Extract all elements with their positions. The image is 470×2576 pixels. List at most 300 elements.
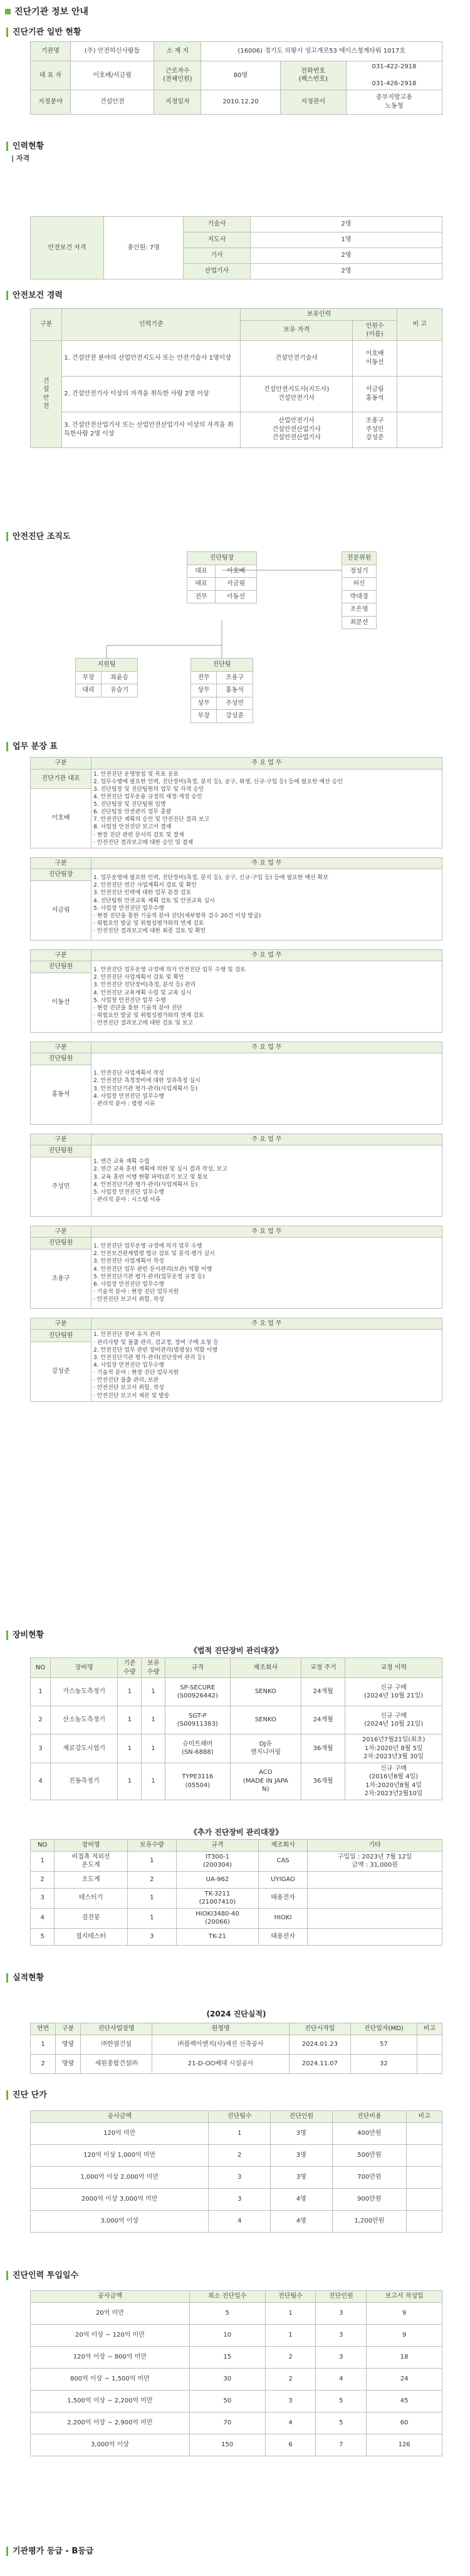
career-qual: 건설안전기술사 bbox=[241, 340, 352, 376]
career-criteria: 1. 건설안전 분야의 산업안전지도사 또는 안전기술사 1명이상 bbox=[62, 340, 241, 376]
career-note bbox=[397, 340, 442, 376]
table-cell: 슈미트해머 (SN-6888) bbox=[165, 1734, 231, 1763]
table-cell: 4 bbox=[31, 1908, 55, 1928]
table-cell: SGT-P (S00911383) bbox=[165, 1706, 231, 1734]
table-cell: 2 bbox=[31, 2054, 56, 2073]
table-cell: 18 bbox=[367, 2346, 442, 2368]
org-person: 허신 bbox=[342, 578, 377, 591]
org-role: 전무 bbox=[187, 590, 216, 603]
qual-total: 총인원: 7명 bbox=[104, 217, 184, 279]
duty-name: 주성민 bbox=[31, 1157, 91, 1216]
table-row bbox=[31, 2035, 442, 2054]
career-header: 보유인력 bbox=[241, 309, 397, 321]
table-row bbox=[31, 2346, 442, 2368]
table-row bbox=[31, 2368, 442, 2390]
org-role: 부장 bbox=[76, 671, 102, 684]
results-caption: (2024 진단실적) bbox=[206, 2010, 266, 2018]
table-header: 구분 bbox=[56, 2023, 81, 2035]
qual-item-count: 2명 bbox=[251, 248, 442, 264]
table-cell: IT300-1 (200304) bbox=[176, 1851, 258, 1871]
career-criteria: 2. 건설안전기사 이상의 자격을 취득한 사람 2명 이상 bbox=[62, 376, 241, 412]
equip-legal-table bbox=[30, 1657, 442, 1800]
price-heading bbox=[6, 2088, 47, 2100]
table-cell: 126 bbox=[367, 2434, 442, 2456]
table-cell: 20억 미만 bbox=[31, 2302, 190, 2324]
table-header: 공사금액 bbox=[31, 2111, 209, 2123]
table-row bbox=[31, 1706, 442, 1734]
org-right-title: 전문위원 bbox=[342, 552, 377, 565]
table-cell: 120억 미만 bbox=[31, 2122, 209, 2144]
equip-caption-legal: 《법적 진단장비 관리대장》 bbox=[189, 1646, 283, 1655]
table-row bbox=[31, 1734, 442, 1763]
table-cell: 2 bbox=[265, 2368, 316, 2390]
duty-dept: 진단팀원 bbox=[31, 1238, 91, 1249]
table-cell: 24 bbox=[367, 2368, 442, 2390]
table-cell: 1,500억 이상 ~ 2,200억 미만 bbox=[31, 2390, 190, 2412]
org-mid-title: 진단팀 bbox=[191, 659, 253, 672]
org-role: 대표 bbox=[187, 565, 216, 578]
career-note bbox=[397, 412, 442, 447]
table-cell bbox=[417, 2054, 442, 2073]
table-cell bbox=[417, 2035, 442, 2054]
table-cell: 1 bbox=[118, 1678, 142, 1706]
org-left-title: 지원팀 bbox=[76, 659, 138, 672]
duty-text: 1. 연간 교육 계획 수립 2. 연간 교육 훈련 계획에 의한 및 실시 결과 작성, 보고 3. 교육 훈련 이행 현황 파악(분기 보고 및 통보 4. 안전진단기관 평가·관리(사업계획서 등) 5. 사업장 안전진단 업무수행 · 관리적 분야 : 시스템 서류 bbox=[91, 1145, 442, 1217]
duty-dept: 진단팀원 bbox=[31, 1330, 91, 1342]
table-cell: 5 bbox=[316, 2412, 367, 2434]
table-cell: 30 bbox=[189, 2368, 265, 2390]
table-cell: 세원종합건설㈜ bbox=[81, 2054, 152, 2073]
table-cell: 1,200만원 bbox=[332, 2210, 407, 2232]
table-header: 장비명 bbox=[51, 1658, 118, 1678]
table-cell: 3 bbox=[316, 2346, 367, 2368]
qual-subheading-text: 자격 bbox=[16, 154, 30, 162]
table-cell bbox=[407, 2122, 442, 2144]
qual-subheading: | 자격 bbox=[11, 154, 30, 162]
table-row bbox=[31, 2054, 442, 2073]
table-cell: 57 bbox=[350, 2035, 417, 2054]
table-cell: 10 bbox=[189, 2324, 265, 2346]
org-role: 전무 bbox=[191, 671, 217, 684]
table-cell: 2 bbox=[265, 2346, 316, 2368]
org-top-title: 진단팀장 bbox=[187, 552, 257, 565]
table-cell: 45 bbox=[367, 2390, 442, 2412]
table-cell: 6 bbox=[265, 2434, 316, 2456]
table-cell: 3 bbox=[209, 2188, 271, 2210]
table-row bbox=[31, 1888, 442, 1908]
duty-col-header: 주 요 업 무 bbox=[91, 1318, 442, 1330]
price-table bbox=[30, 2110, 442, 2233]
org-role: 대리 bbox=[76, 684, 102, 697]
table-cell: 2 bbox=[127, 1871, 176, 1888]
equip-caption-extra: 《추가 진단장비 관리대장》 bbox=[189, 1828, 283, 1837]
duty-block bbox=[30, 1318, 442, 1402]
duty-dept: 진단팀장 bbox=[31, 869, 91, 881]
equip-heading bbox=[6, 1628, 44, 1640]
table-cell: 1 bbox=[118, 1763, 142, 1800]
table-cell: 3 bbox=[316, 2324, 367, 2346]
duty-text: 1. 안전진단 업무운영 규정에 의거 업무 수행 2. 안전보건관계법령 법규 검토 및 분석·평가 실시 3. 안전진단 사업계획서 작성 4. 안전진단 업무 관련 문서관리(보관) 역할 이행 5. 안전진단기관 평가·관리(업무운영 규정 등) 6. 사업장 안전진단 업무수행 · 기술적 분야 : 현장 진단 업무지원 · 안전진단 보고서 취합, 작성 bbox=[91, 1238, 442, 1309]
general-label: 지정일자 bbox=[154, 90, 201, 114]
table-cell: 조도계 bbox=[55, 1871, 128, 1888]
duty-col-header: 구분 bbox=[31, 1041, 91, 1053]
table-cell: 가스농도측정기 bbox=[51, 1678, 118, 1706]
table-header: 진단시작일 bbox=[290, 2023, 351, 2035]
table-cell: 2 bbox=[31, 1706, 51, 1734]
table-cell: DJ유 엔지니어링 bbox=[230, 1734, 301, 1763]
table-header: 보유수량 bbox=[127, 1840, 176, 1852]
org-person: 유슬기 bbox=[102, 684, 138, 697]
general-value: 이호배/서금림 bbox=[70, 61, 154, 90]
table-cell: 1 bbox=[118, 1734, 142, 1763]
table-cell: 명랑 bbox=[56, 2054, 81, 2073]
table-row bbox=[31, 1928, 442, 1945]
general-value: 2010.12.20 bbox=[201, 90, 280, 114]
table-cell: 21-D-OO배대 시설공사 bbox=[152, 2054, 290, 2073]
table-row bbox=[31, 2324, 442, 2346]
table-cell: 2016년7월21일(최초) 1차:2020년 8월 5일 2차:2023년3월 30일 bbox=[345, 1734, 442, 1763]
table-cell: TK-21 bbox=[176, 1928, 258, 1945]
table-cell: 4명 bbox=[270, 2188, 332, 2210]
table-row bbox=[31, 1871, 442, 1888]
duty-name: 조용구 bbox=[31, 1249, 91, 1308]
org-person: 최문선 bbox=[342, 616, 377, 629]
org-person: 조은영 bbox=[342, 603, 377, 617]
duty-block bbox=[30, 857, 442, 941]
table-cell: 32 bbox=[350, 2054, 417, 2073]
table-cell: 15 bbox=[189, 2346, 265, 2368]
org-person: 박대경 bbox=[342, 590, 377, 603]
table-cell: 7 bbox=[316, 2434, 367, 2456]
table-cell: UA-962 bbox=[176, 1871, 258, 1888]
table-cell: 접지테스터 bbox=[55, 1928, 128, 1945]
duty-col-header: 구분 bbox=[31, 1134, 91, 1145]
table-cell: 120억 이상 ~ 800억 미만 bbox=[31, 2346, 190, 2368]
career-header: 인력기준 bbox=[62, 309, 241, 341]
duty-name: 이동선 bbox=[31, 973, 91, 1032]
duty-dept: 진단팀원 bbox=[31, 1053, 91, 1065]
org-person: 이동선 bbox=[216, 590, 257, 603]
org-role: 상무 bbox=[191, 697, 217, 710]
table-cell: 1 bbox=[127, 1888, 176, 1908]
table-cell: 4 bbox=[265, 2412, 316, 2434]
table-cell: 진동측정기 bbox=[51, 1763, 118, 1800]
table-cell: ㈜한필건설 bbox=[81, 2035, 152, 2054]
org-person: 강성준 bbox=[217, 710, 253, 723]
table-header: 규격 bbox=[176, 1840, 258, 1852]
duty-name: 홍동석 bbox=[31, 1065, 91, 1124]
duty-name: 강성준 bbox=[31, 1342, 91, 1401]
table-cell: TYPE3116 (05504) bbox=[165, 1763, 231, 1800]
table-cell: 800억 이상 ~ 1,500억 미만 bbox=[31, 2368, 190, 2390]
duty-dept: 진단팀원 bbox=[31, 1145, 91, 1157]
duty-dept: 진단기관 대표 bbox=[31, 769, 91, 788]
general-value: 80명 bbox=[201, 61, 280, 90]
qual-label: 안전보건 자격 bbox=[31, 217, 104, 279]
table-cell: 3 bbox=[316, 2302, 367, 2324]
org-top bbox=[187, 551, 257, 603]
table-row bbox=[31, 2390, 442, 2412]
table-cell: 1 bbox=[265, 2324, 316, 2346]
table-cell: 3 bbox=[31, 1888, 55, 1908]
manpower-heading bbox=[6, 2268, 78, 2280]
table-cell: 5 bbox=[31, 1928, 55, 1945]
table-cell: 1 bbox=[31, 2035, 56, 2054]
table-header: 규격 bbox=[165, 1658, 231, 1678]
table-cell: 산소농도측정기 bbox=[51, 1706, 118, 1734]
duty-col-header: 주 요 업 무 bbox=[91, 758, 442, 769]
org-person: 주성민 bbox=[217, 697, 253, 710]
table-header: 비고 bbox=[407, 2111, 442, 2123]
duty-col-header: 구분 bbox=[31, 1318, 91, 1330]
table-header: 기타 bbox=[308, 1840, 442, 1852]
results-heading-text: 실적현황 bbox=[6, 1973, 44, 1983]
table-cell: 4명 bbox=[270, 2210, 332, 2232]
table-cell: 테스터기 bbox=[55, 1888, 128, 1908]
qual-item-name: 산업기사 bbox=[184, 264, 251, 279]
table-cell: 36개월 bbox=[301, 1763, 345, 1800]
table-cell: 1 bbox=[142, 1763, 165, 1800]
duty-col-header: 주 요 업 무 bbox=[91, 949, 442, 961]
table-row bbox=[31, 2302, 442, 2324]
general-heading-text: 진단기관 일반 현황 bbox=[6, 28, 81, 37]
table-cell bbox=[308, 1888, 442, 1908]
table-cell: 구입일 : 2023년 7월 12일 금액 : 31,000원 bbox=[308, 1851, 442, 1871]
table-cell: 2024.01.23 bbox=[290, 2035, 351, 2054]
duty-col-header: 구분 bbox=[31, 949, 91, 961]
table-cell: 36개월 bbox=[301, 1734, 345, 1763]
staff-heading-text: 인력현황 bbox=[6, 142, 44, 151]
general-label: 대 표 자 bbox=[31, 61, 71, 90]
results-heading bbox=[6, 1971, 44, 1983]
org-right bbox=[342, 551, 377, 629]
table-row bbox=[31, 2188, 442, 2210]
general-label: 전화번호 (팩스번호) bbox=[280, 61, 346, 90]
career-people: 이호배 이동선 bbox=[352, 340, 397, 376]
qual-item-count: 2명 bbox=[251, 264, 442, 279]
grade-label: 기관평가 등급 bbox=[13, 2547, 63, 2556]
table-cell: 24개월 bbox=[301, 1706, 345, 1734]
table-cell: 2 bbox=[31, 1871, 55, 1888]
results-table bbox=[30, 2023, 442, 2074]
table-header: 진단팀수 bbox=[265, 2291, 316, 2303]
career-people: 조용구 주성민 강성준 bbox=[352, 412, 397, 447]
duty-col-header: 구분 bbox=[31, 758, 91, 769]
career-note bbox=[397, 376, 442, 412]
table-header: 최소 진단일수 bbox=[189, 2291, 265, 2303]
table-cell: SENKO bbox=[230, 1678, 301, 1706]
duty-dept: 진단팀원 bbox=[31, 961, 91, 973]
table-row bbox=[31, 2434, 442, 2456]
table-cell: 3 bbox=[265, 2390, 316, 2412]
duty-block bbox=[30, 1041, 442, 1125]
duty-col-header: 주 요 업 무 bbox=[91, 857, 442, 869]
table-cell: 1 bbox=[142, 1706, 165, 1734]
org-role: 상무 bbox=[191, 684, 217, 697]
general-value: (16006) 경기도 의왕시 성고개로53 에이스청계타워 1017호 bbox=[201, 42, 442, 61]
table-cell: 2 bbox=[209, 2144, 271, 2166]
table-cell: 60 bbox=[367, 2412, 442, 2434]
table-cell bbox=[407, 2188, 442, 2210]
table-cell bbox=[407, 2210, 442, 2232]
general-value: 중부지방고용 노동청 bbox=[346, 90, 442, 114]
duty-text: 1. 안전진단 장비 유지 관리 · 관리사항 및 불출 관리, 검교정, 장비 구매 요청 등 2. 안전진단 업무 관련 장비관리(법령상) 역할 이행 3. 안전진단기관 평가·관리(진단장비 관리 등) 4. 사업장 안전진단 업무수행 · 기술적 분야 : 현장 진단 업무지원 · 안전진단 불출 관리, 보관 · 안전진단 보고서 취합, 작성 · 안전진단 보고서 제본 및 발송 bbox=[91, 1330, 442, 1401]
table-cell: HIOKI3480-40 (20066) bbox=[176, 1908, 258, 1928]
table-cell: 500만원 bbox=[332, 2144, 407, 2166]
table-header: 진단일자(MD) bbox=[350, 2023, 417, 2035]
title-marker-icon bbox=[5, 9, 11, 14]
table-cell: 3 bbox=[31, 1734, 51, 1763]
qual-item-count: 1명 bbox=[251, 232, 442, 248]
career-people: 서금림 홍동석 bbox=[352, 376, 397, 412]
table-cell: 20억 이상 ~ 120억 미만 bbox=[31, 2324, 190, 2346]
career-criteria: 3. 건설안전산업기사 또는 산업안전산업기사 이상의 자격을 취득한사람 2명 이상 bbox=[62, 412, 241, 447]
duty-col-header: 주 요 업 무 bbox=[91, 1041, 442, 1053]
career-subheading bbox=[6, 288, 63, 300]
qual-item-count: 2명 bbox=[251, 217, 442, 232]
table-cell: 2000억 이상 3,000억 미만 bbox=[31, 2188, 209, 2210]
general-label: 지정분야 bbox=[31, 90, 71, 114]
table-header: 비고 bbox=[417, 2023, 442, 2035]
duties-list bbox=[30, 757, 442, 1411]
table-row bbox=[31, 1851, 442, 1871]
org-person: 최윤승 bbox=[102, 671, 138, 684]
org-person: 홍동석 bbox=[217, 684, 253, 697]
table-cell: 1 bbox=[127, 1851, 176, 1871]
table-header: 연번 bbox=[31, 2023, 56, 2035]
qual-item-name: 지도사 bbox=[184, 232, 251, 248]
table-header: 교정 이력 bbox=[345, 1658, 442, 1678]
table-cell: 신규 구매 (2024년 10월 21일) bbox=[345, 1706, 442, 1734]
table-cell bbox=[308, 1908, 442, 1928]
table-header: 제조회사 bbox=[259, 1840, 308, 1852]
duty-block bbox=[30, 757, 442, 848]
equip-extra-table bbox=[30, 1839, 442, 1946]
table-cell: 3명 bbox=[270, 2166, 332, 2188]
org-person: 이호배 bbox=[216, 565, 257, 578]
general-label: 소 재 지 bbox=[154, 42, 201, 61]
table-cell: ACO (MADE IN JAPA N) bbox=[230, 1763, 301, 1800]
table-cell: 1 bbox=[265, 2302, 316, 2324]
table-cell: 3 bbox=[127, 1928, 176, 1945]
table-cell: TK-3211 (21007410) bbox=[176, 1888, 258, 1908]
table-cell: 1 bbox=[118, 1706, 142, 1734]
table-cell: 재료강도시험기 bbox=[51, 1734, 118, 1763]
table-header: 공사금액 bbox=[31, 2291, 190, 2303]
general-table bbox=[30, 41, 442, 115]
table-cell: 4 bbox=[31, 1763, 51, 1800]
equip-heading-text: 장비현황 bbox=[6, 1630, 44, 1640]
general-value: (주) 안전하신사람들 bbox=[70, 42, 154, 61]
org-role: 대표 bbox=[187, 578, 216, 591]
table-cell: 비접촉 적외선 온도계 bbox=[55, 1851, 128, 1871]
general-label: 기관명 bbox=[31, 42, 71, 61]
duty-text: 1. 업무운영에 필요한 인력, 진단장비(측정, 분석 등), 공구, 신규·구입 등) 등에 필요한 예산 확보 2. 안전진단 연간 사업계획서 검토 및 확인 3. 안전진단 인력에 대한 업무 분장 검토 4. 진단팀원 안전교육 계획 검토 및 안전교육 실시 5. 사업장 안전진단 업무수행 · 현장 진단을 통한 기술적 분야 진단(세부항목 검수 20건 이상 발굴) · 위험요인 발굴 및 위험성평가와의 연계 검토 · 안전진단 결과보고에 대한 최종 검토 및 확인 bbox=[91, 869, 442, 941]
manpower-heading-text: 진단인력 투입일수 bbox=[6, 2271, 78, 2280]
table-cell: 70 bbox=[189, 2412, 265, 2434]
table-header: 교정 주기 bbox=[301, 1658, 345, 1678]
duties-heading-text: 업무 분장 표 bbox=[6, 742, 58, 751]
qual-item-name: 기술사 bbox=[184, 217, 251, 232]
table-header: NO bbox=[31, 1658, 51, 1678]
table-cell: 검전봉 bbox=[55, 1908, 128, 1928]
table-header: 보유 수량 bbox=[142, 1658, 165, 1678]
grade-value: B등급 bbox=[71, 2547, 94, 2556]
duty-col-header: 구분 bbox=[31, 857, 91, 869]
table-cell bbox=[308, 1871, 442, 1888]
table-cell: 400만원 bbox=[332, 2122, 407, 2144]
duty-block bbox=[30, 1134, 442, 1217]
table-cell: 1 bbox=[142, 1734, 165, 1763]
duty-text: 1. 안전진단 사업계획서 작성 2. 안전진단 측정장비에 대한 성과측정 실시 3. 안전진단기관 평가·관리(사업계획서 등) 4. 사업장 안전진단 업무수행 · 관리적 분야 : 법령 서류 bbox=[91, 1053, 442, 1125]
duty-name: 서금림 bbox=[31, 880, 91, 940]
duty-col-header: 구분 bbox=[31, 1226, 91, 1238]
org-person: 서금림 bbox=[216, 578, 257, 591]
qual-item-name: 기사 bbox=[184, 248, 251, 264]
table-cell: 4 bbox=[316, 2368, 367, 2390]
career-subheader: 보유 자격 bbox=[241, 320, 352, 340]
table-header: 진단인원 bbox=[270, 2111, 332, 2123]
table-header: 진단비용 bbox=[332, 2111, 407, 2123]
general-heading bbox=[6, 25, 81, 37]
duty-name: 이호배 bbox=[31, 788, 91, 848]
table-cell bbox=[407, 2166, 442, 2188]
table-row bbox=[31, 1678, 442, 1706]
career-qual: 산업안전기사 건설안전산업기사 건설안전산업기사 bbox=[241, 412, 352, 447]
table-cell: CAS bbox=[259, 1851, 308, 1871]
table-cell: SP-SECURE (S00926442) bbox=[165, 1678, 231, 1706]
table-cell: 150 bbox=[189, 2434, 265, 2456]
table-cell: 신규 구매 (2016년8월 4일) 1차:2020년8월 4일 2차:2023년2월10일 bbox=[345, 1763, 442, 1800]
career-subheading-text: 안전보건 경력 bbox=[6, 291, 63, 300]
org-role: 부장 bbox=[191, 710, 217, 723]
org-left bbox=[75, 658, 138, 697]
table-cell: 신규 구매 (2024년 10월 21일) bbox=[345, 1678, 442, 1706]
table-cell: 1 bbox=[31, 1678, 51, 1706]
table-row bbox=[31, 2166, 442, 2188]
price-heading-text: 진단 단가 bbox=[6, 2090, 47, 2100]
qual-table bbox=[30, 216, 442, 279]
table-header: 원청명 bbox=[152, 2023, 290, 2035]
table-header: 진단사업장명 bbox=[81, 2023, 152, 2035]
staff-heading bbox=[6, 139, 44, 151]
table-cell: 4 bbox=[209, 2210, 271, 2232]
duties-heading bbox=[6, 739, 58, 751]
table-cell: UYIGAO bbox=[259, 1871, 308, 1888]
general-label: 지정관서 bbox=[280, 90, 346, 114]
career-table bbox=[30, 308, 442, 448]
grade-heading: 기관평가 등급 - B등급 bbox=[6, 2544, 93, 2556]
org-person: 정성기 bbox=[342, 565, 377, 578]
table-cell: 9 bbox=[367, 2302, 442, 2324]
table-row bbox=[31, 1763, 442, 1800]
duty-block bbox=[30, 949, 442, 1033]
table-cell: 1,000억 이상 2,000억 미만 bbox=[31, 2166, 209, 2188]
career-header: 구분 bbox=[31, 309, 62, 341]
duty-text: 1. 안전진단 운영방침 및 목표 공표 2. 업무수행에 필요한 인력, 진단장비(측정, 분석 등), 공구, 위생, 신규·구입 등) 등에 필요한 예산 승인 3. 진단팀장 및 진단팀원의 업무 및 자격 승인 4. 안전진단 업무운용 규정의 제정·개정 승인 5. 진단팀장 및 진단팀원 임명 6. 진단팀장 안전관리 업무 총괄 7. 안전진단 계획의 승인 및 안전진단 결과 보고 8. 사업장 안전진단 보고서 결재 · 현장 진단 관련 문서의 검토 및 결재 · 안전진단 결과보고에 대한 승인 및 결재 bbox=[91, 769, 442, 848]
org-person: 조용구 bbox=[217, 671, 253, 684]
table-cell: 3명 bbox=[270, 2122, 332, 2144]
table-row bbox=[31, 2412, 442, 2434]
table-cell: 1 bbox=[142, 1678, 165, 1706]
table-cell: 24개월 bbox=[301, 1678, 345, 1706]
table-row bbox=[31, 1908, 442, 1928]
table-cell: 2024.11.07 bbox=[290, 2054, 351, 2073]
career-group: 건 설 안 전 bbox=[31, 340, 62, 447]
table-row bbox=[31, 2144, 442, 2166]
duty-col-header: 주 요 업 무 bbox=[91, 1134, 442, 1145]
table-cell: 1 bbox=[209, 2122, 271, 2144]
